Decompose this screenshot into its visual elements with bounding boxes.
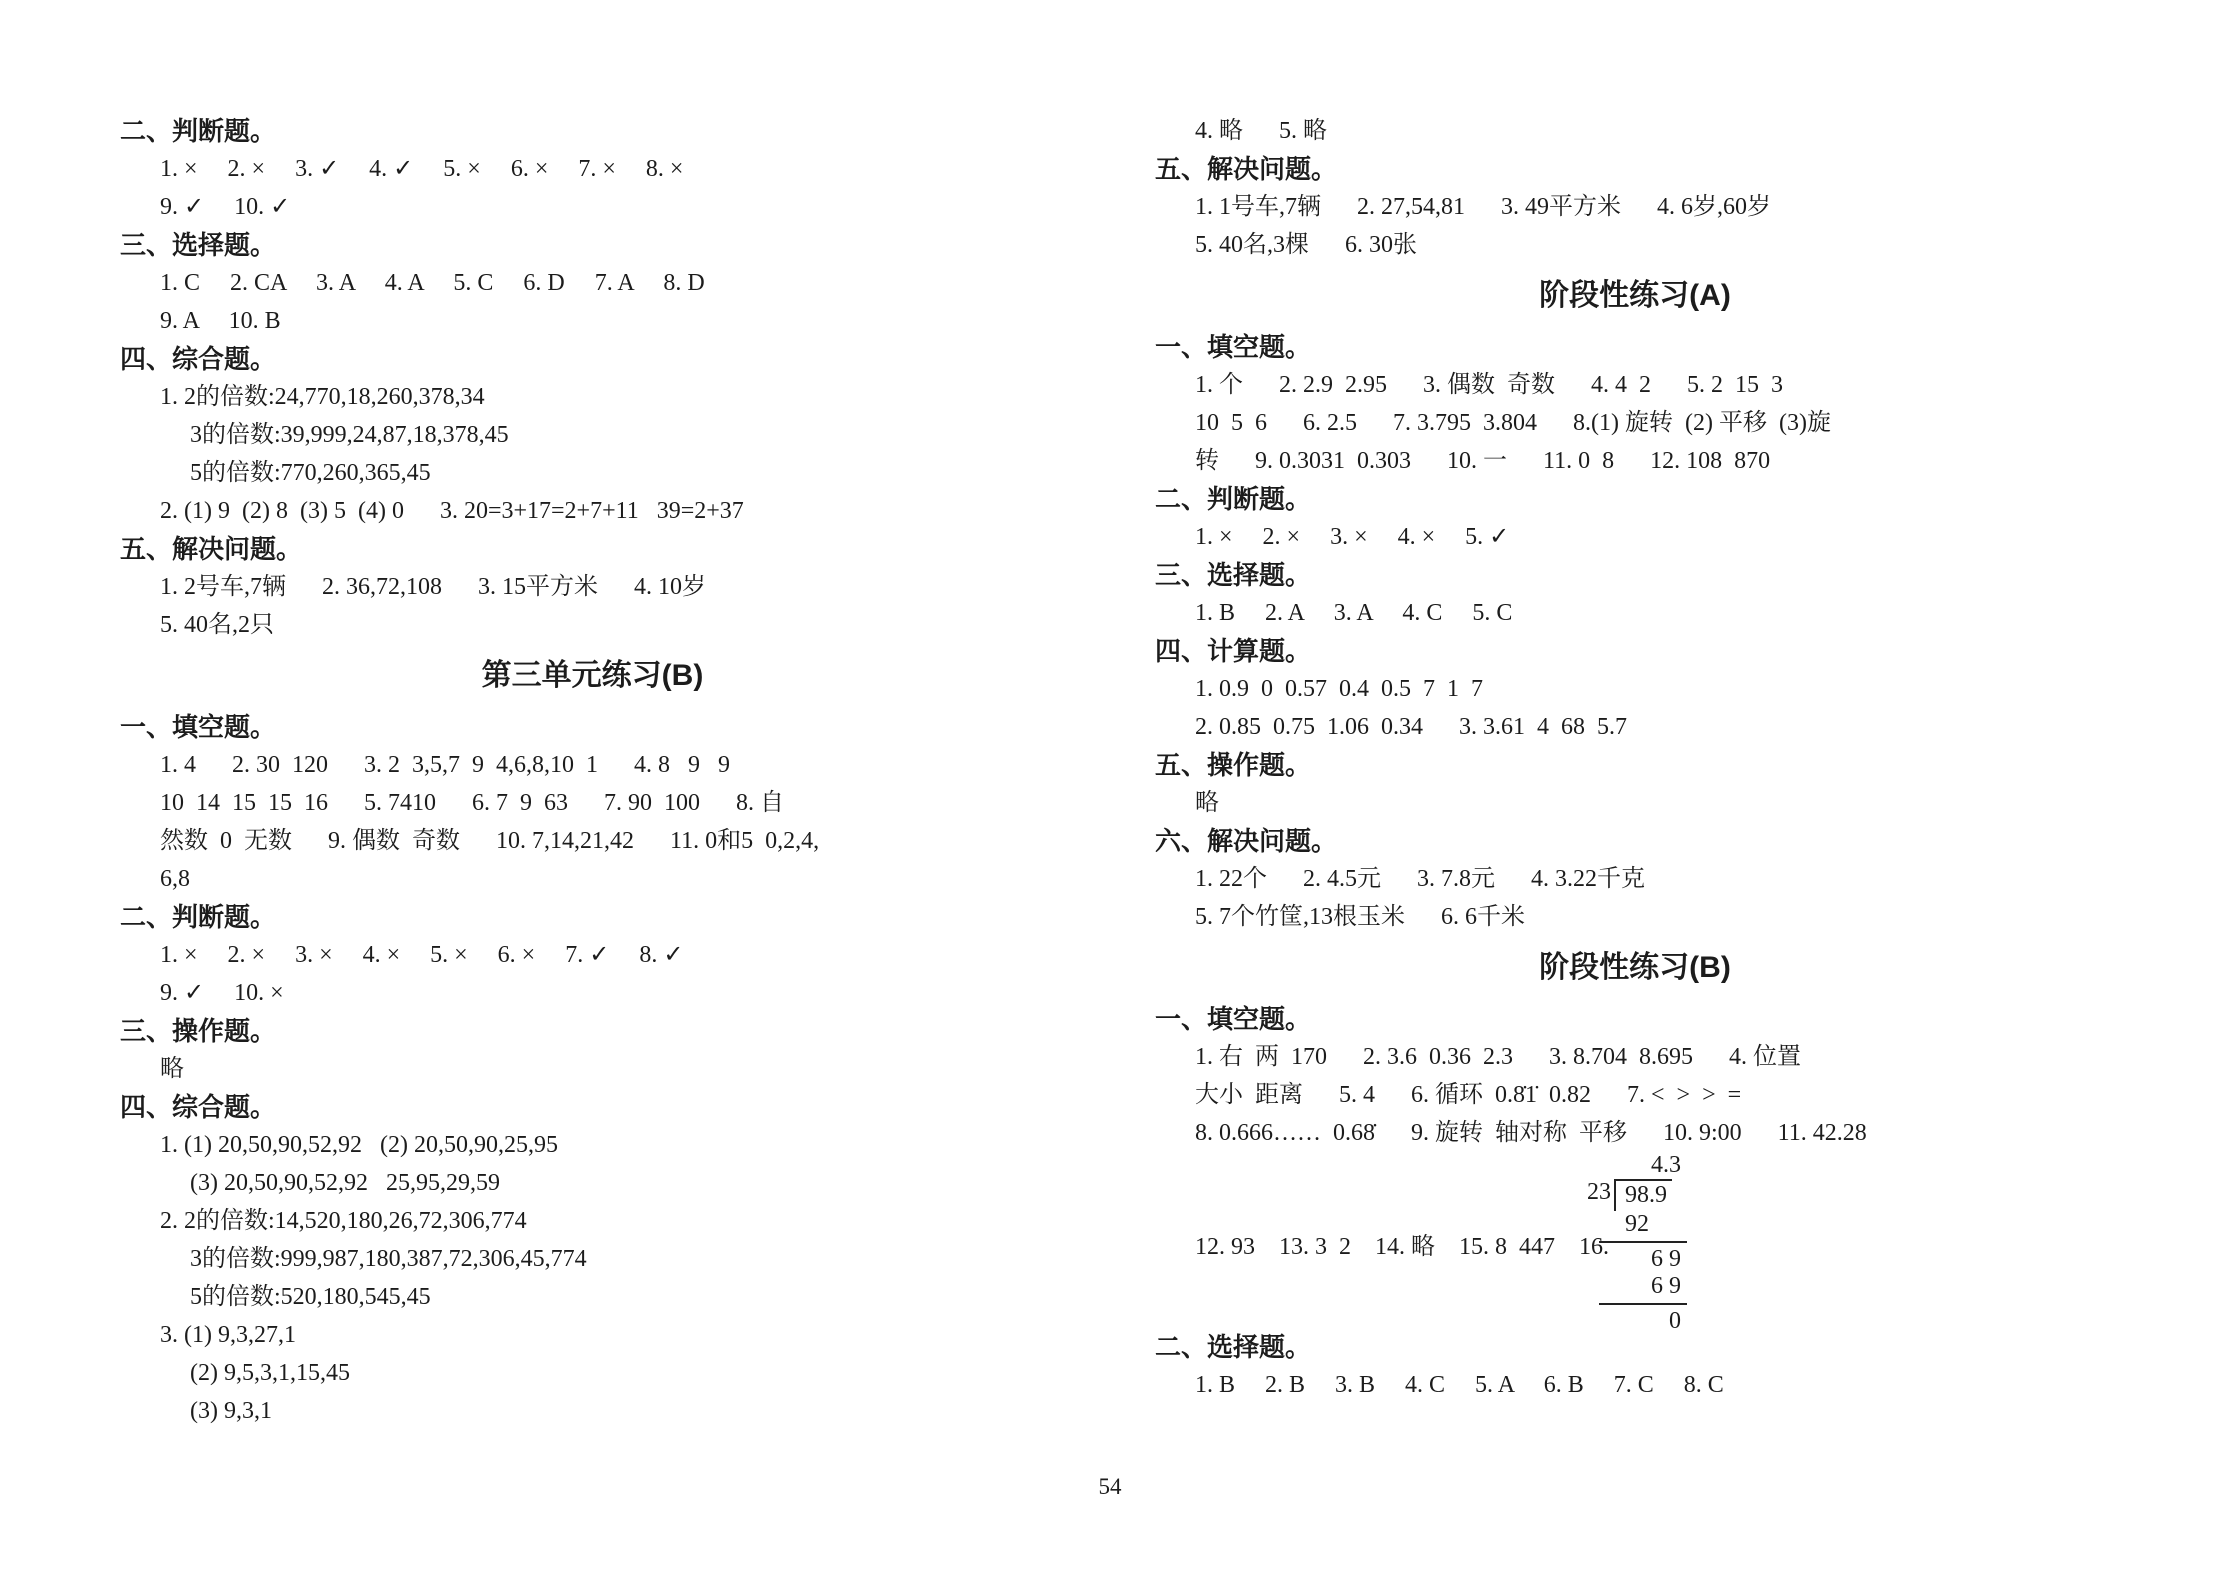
division-quotient: 4.3 <box>1651 1152 1681 1178</box>
section-heading: 三、选择题。 <box>1155 560 1312 590</box>
answer-line: 1. B 2. B 3. B 4. C 5. A 6. B 7. C 8. C <box>1195 1372 1724 1398</box>
answer-line: 2. 2的倍数:14,520,180,26,72,306,774 <box>160 1208 527 1234</box>
section-heading: 二、判断题。 <box>120 116 277 146</box>
answer-line: 10 5 6 6. 2.5 7. 3.795 3.804 8.(1) 旋转 (2) 平移 (3)旋 <box>1195 410 1831 436</box>
answer-line: 1. 22个 2. 4.5元 3. 7.8元 4. 3.22千克 <box>1195 866 1645 892</box>
section-heading: 一、填空题。 <box>1155 332 1312 362</box>
division-work-line: 92 <box>1625 1211 1649 1237</box>
answer-line: 4. 略 5. 略 <box>1195 118 1327 144</box>
section-heading: 三、选择题。 <box>120 230 277 260</box>
answer-line: 3. (1) 9,3,27,1 <box>160 1322 296 1348</box>
division-divisor: 23 <box>1587 1179 1611 1205</box>
answer-line-continuation: (2) 9,5,3,1,15,45 <box>190 1360 350 1386</box>
section-heading: 三、操作题。 <box>120 1016 277 1046</box>
answer-line: 5. 40名,3棵 6. 30张 <box>1195 232 1417 258</box>
answer-line: 5. 7个竹筐,13根玉米 6. 6千米 <box>1195 904 1525 930</box>
answer-line: 9. A 10. B <box>160 308 281 334</box>
answer-line: 9. ✓ 10. × <box>160 980 284 1006</box>
section-heading: 五、解决问题。 <box>1155 154 1338 184</box>
section-heading: 二、判断题。 <box>120 902 277 932</box>
division-row <box>1575 1179 1705 1211</box>
answer-line-continuation: 5的倍数:520,180,545,45 <box>190 1284 431 1310</box>
answer-line: 略 <box>1195 790 1219 816</box>
division-dividend: 98.9 <box>1614 1179 1672 1211</box>
answer-line: 1. × 2. × 3. × 4. × 5. ✓ <box>1195 524 1510 550</box>
section-heading: 五、操作题。 <box>1155 750 1312 780</box>
answer-line: 2. 0.85 0.75 1.06 0.34 3. 3.61 4 68 5.7 <box>1195 714 1627 740</box>
answer-line: 10 14 15 15 16 5. 7410 6. 7 9 63 7. 90 100 8. 自 <box>160 790 784 816</box>
answer-line: 9. ✓ 10. ✓ <box>160 194 291 220</box>
answer-line: 12. 93 13. 3 2 14. 略 15. 8 447 16. <box>1195 1234 1609 1260</box>
division-rule <box>1599 1303 1687 1305</box>
answer-line: 1. 0.9 0 0.57 0.4 0.5 7 1 7 <box>1195 676 1483 702</box>
answer-line: 1. B 2. A 3. A 4. C 5. C <box>1195 600 1513 626</box>
page-number: 54 <box>1098 1474 1122 1499</box>
answer-line: 2. (1) 9 (2) 8 (3) 5 (4) 0 3. 20=3+17=2+7+11 39=2+37 <box>160 498 744 524</box>
answer-line-with-division <box>1155 1152 2115 1334</box>
unit-heading: 阶段性练习(B) <box>1539 951 1731 984</box>
section-heading: 一、填空题。 <box>120 712 277 742</box>
section-heading: 四、综合题。 <box>120 1092 277 1122</box>
answer-line: 1. × 2. × 3. × 4. × 5. × 6. × 7. ✓ 8. ✓ <box>160 942 684 968</box>
answer-line: 8. 0.666…… 0.68̇ 9. 旋转 轴对称 平移 10. 9:00 11. 42.28 <box>1195 1120 1867 1146</box>
answer-line: 大小 距离 5. 4 6. 循环 0.8̇1̇ 0.82 7. < > > = <box>1195 1082 1742 1108</box>
answer-line: 1. × 2. × 3. ✓ 4. ✓ 5. × 6. × 7. × 8. × <box>160 156 684 182</box>
section-heading: 一、填空题。 <box>1155 1004 1312 1034</box>
section-heading: 四、综合题。 <box>120 344 277 374</box>
answer-line: 5. 40名,2只 <box>160 612 274 638</box>
answer-line: 1. 右 两 170 2. 3.6 0.36 2.3 3. 8.704 8.695 4. 位置 <box>1195 1044 1801 1070</box>
answer-line: 1. 1号车,7辆 2. 27,54,81 3. 49平方米 4. 6岁,60岁 <box>1195 194 1771 220</box>
answer-line-continuation: 3的倍数:39,999,24,87,18,378,45 <box>190 422 509 448</box>
division-work-line: 6 9 <box>1651 1273 1681 1299</box>
answer-line: 然数 0 无数 9. 偶数 奇数 10. 7,14,21,42 11. 0和5 0,2,4, <box>160 828 820 854</box>
answer-line: 6,8 <box>160 866 190 892</box>
section-heading: 二、选择题。 <box>1155 1332 1312 1362</box>
division-work-line: 6 9 <box>1651 1246 1681 1272</box>
section-heading: 六、解决问题。 <box>1155 826 1338 856</box>
answer-line: 1. 个 2. 2.9 2.95 3. 偶数 奇数 4. 4 2 5. 2 15 3 <box>1195 372 1783 398</box>
answer-line-continuation: 3的倍数:999,987,180,387,72,306,45,774 <box>190 1246 587 1272</box>
section-heading: 五、解决问题。 <box>120 534 303 564</box>
answer-line: 1. 4 2. 30 120 3. 2 3,5,7 9 4,6,8,10 1 4. 8 9 9 <box>160 752 730 778</box>
long-division <box>1575 1152 1705 1335</box>
answer-line: 1. C 2. CA 3. A 4. A 5. C 6. D 7. A 8. D <box>160 270 705 296</box>
section-heading: 四、计算题。 <box>1155 636 1312 666</box>
answer-line-continuation: (3) 9,3,1 <box>190 1398 272 1424</box>
section-heading: 二、判断题。 <box>1155 484 1312 514</box>
answer-line: 1. (1) 20,50,90,52,92 (2) 20,50,90,25,95 <box>160 1132 558 1158</box>
division-rule <box>1599 1241 1687 1243</box>
answer-line-continuation: 5的倍数:770,260,365,45 <box>190 460 431 486</box>
answer-line-continuation: (3) 20,50,90,52,92 25,95,29,59 <box>190 1170 500 1196</box>
right-column <box>1155 112 2115 1404</box>
unit-heading: 阶段性练习(A) <box>1539 279 1731 312</box>
left-column <box>120 112 1065 1430</box>
answer-line: 略 <box>160 1056 184 1082</box>
answer-line: 转 9. 0.3031 0.303 10. 一 11. 0 8 12. 108 870 <box>1195 448 1771 474</box>
answer-line: 1. 2号车,7辆 2. 36,72,108 3. 15平方米 4. 10岁 <box>160 574 706 600</box>
unit-heading: 第三单元练习(B) <box>481 659 704 692</box>
answer-line: 1. 2的倍数:24,770,18,260,378,34 <box>160 384 485 410</box>
division-remainder: 0 <box>1669 1308 1681 1334</box>
